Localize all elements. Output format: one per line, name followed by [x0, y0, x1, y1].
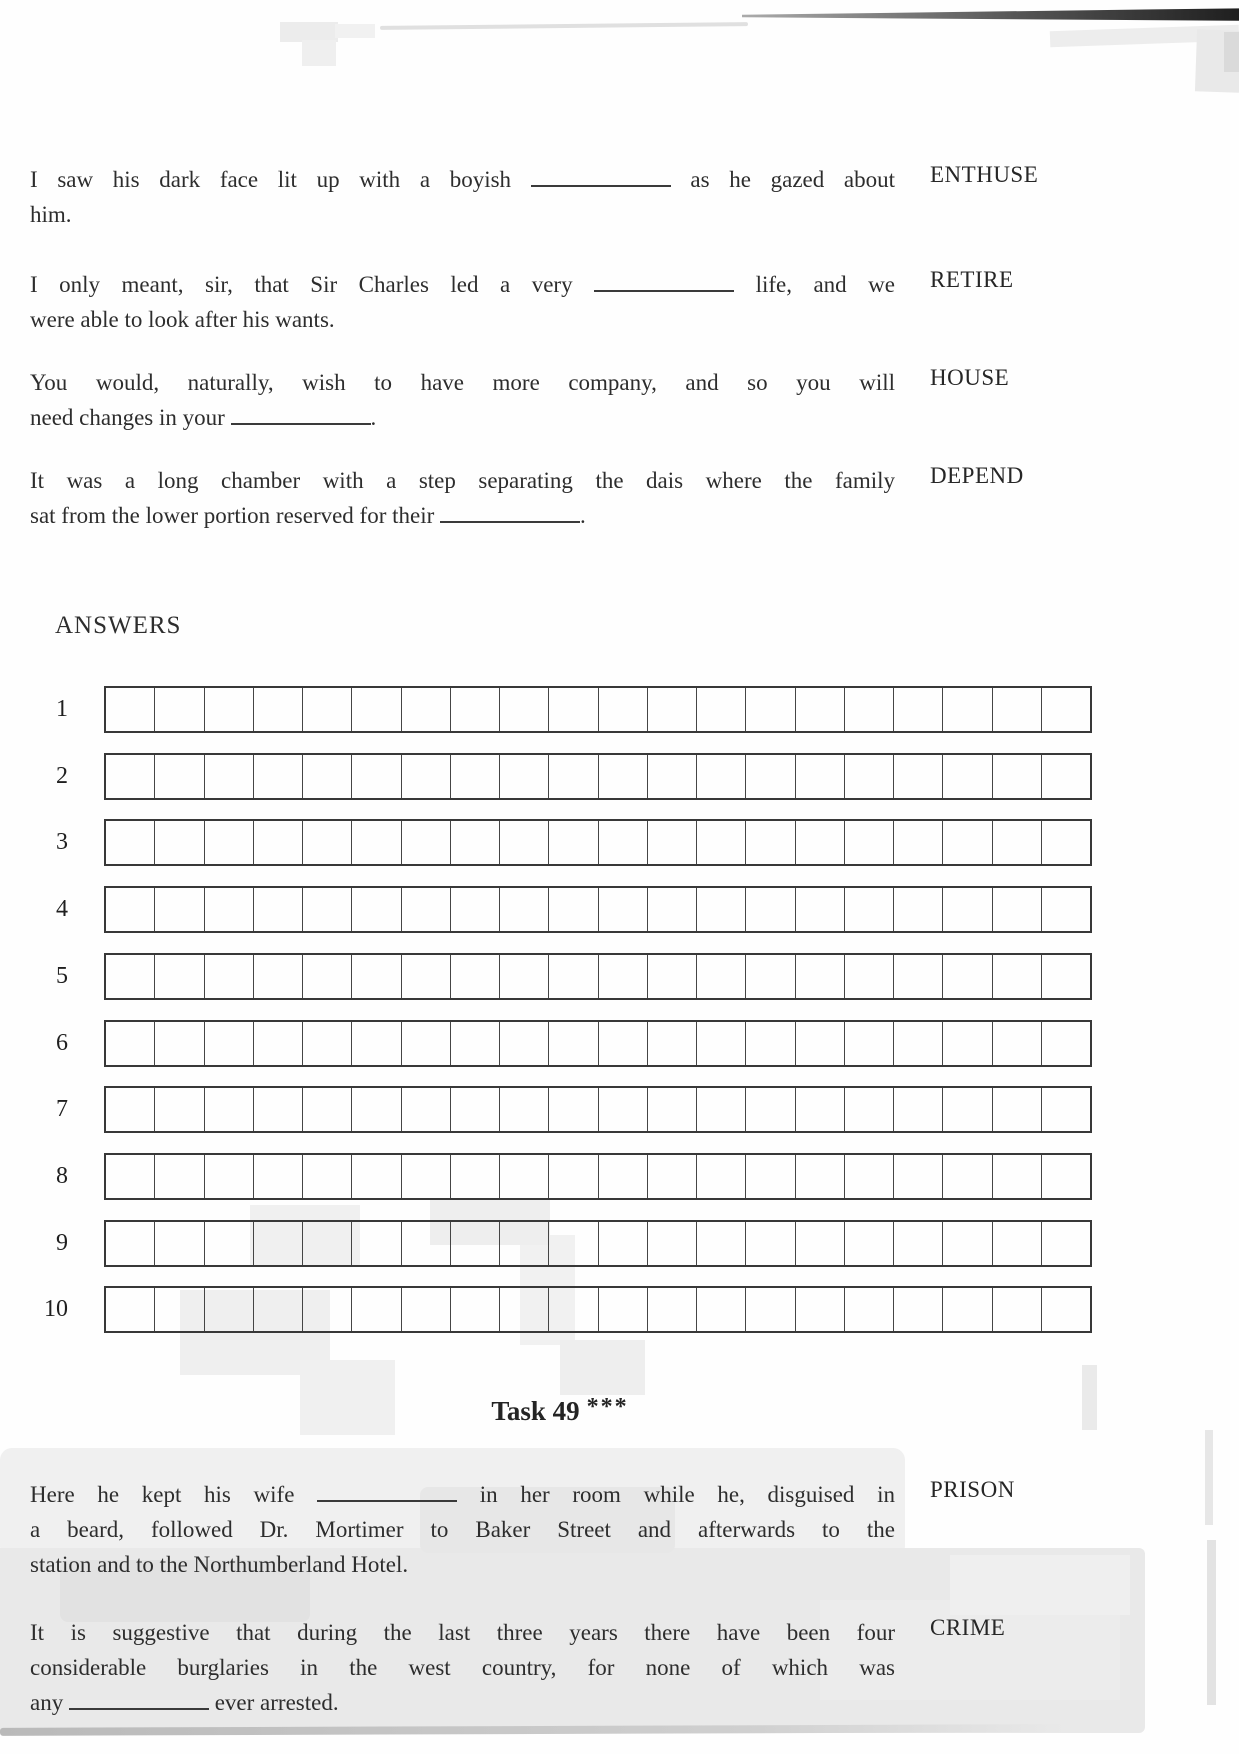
answer-cell — [500, 688, 549, 731]
sentence-segment: I saw his dark face lit up with a boyish — [30, 167, 531, 192]
answer-cell — [303, 1288, 352, 1331]
exercise-item-3 — [30, 365, 1210, 435]
sentence-segment: station and to the Northumberland Hotel. — [30, 1552, 409, 1577]
answer-cell — [352, 821, 401, 864]
answer-cell — [205, 1022, 254, 1065]
answer-cell — [845, 1088, 894, 1131]
answer-cell — [155, 1288, 204, 1331]
answer-row-number: 10 — [44, 1296, 68, 1322]
answer-cell — [500, 955, 549, 998]
answer-grid-row-2 — [28, 753, 1092, 800]
answer-cell — [845, 1022, 894, 1065]
answer-cell — [500, 1088, 549, 1131]
answer-cell — [648, 821, 697, 864]
answer-cell — [993, 888, 1042, 931]
answer-cell — [451, 888, 500, 931]
answer-cell — [993, 955, 1042, 998]
answer-cell — [205, 755, 254, 798]
answer-cell — [796, 955, 845, 998]
answer-cell — [402, 821, 451, 864]
answer-cell — [352, 1022, 401, 1065]
answer-letter-boxes — [104, 819, 1092, 866]
scan-artifact — [302, 40, 336, 66]
answer-cell — [746, 1022, 795, 1065]
answer-cell — [402, 1155, 451, 1198]
answer-cell — [500, 1288, 549, 1331]
answer-cell — [845, 1155, 894, 1198]
answer-cell — [451, 688, 500, 731]
answer-cell — [943, 1022, 992, 1065]
keyword-label: CRIME — [930, 1615, 1006, 1640]
blank-gap-line — [440, 517, 580, 523]
answer-cell — [943, 955, 992, 998]
answer-cell — [352, 955, 401, 998]
answer-cell — [1042, 1155, 1090, 1198]
answer-cell — [451, 1022, 500, 1065]
answer-cell — [205, 821, 254, 864]
answer-cell — [1042, 955, 1090, 998]
answer-cell — [697, 1088, 746, 1131]
answer-cell — [599, 688, 648, 731]
answer-letter-boxes — [104, 953, 1092, 1000]
answer-cell — [303, 688, 352, 731]
answer-cell — [352, 1222, 401, 1265]
answer-cell — [106, 1222, 155, 1265]
answer-cell — [303, 955, 352, 998]
sentence-line — [30, 1512, 895, 1547]
answer-grid-row-5 — [28, 953, 1092, 1000]
sentence-line — [30, 400, 895, 435]
answer-cell — [205, 888, 254, 931]
answer-cell — [549, 955, 598, 998]
answer-cell — [796, 1022, 845, 1065]
answer-letter-boxes — [104, 1020, 1092, 1067]
answer-cell — [894, 755, 943, 798]
answer-cell — [746, 755, 795, 798]
sentence-segment: any — [30, 1690, 69, 1715]
answer-row-number: 6 — [56, 1030, 68, 1056]
sentence-segment: in her room while he, disguised in — [457, 1482, 895, 1507]
sentence-line — [30, 1685, 895, 1720]
answer-cell — [599, 888, 648, 931]
answer-cell — [697, 1155, 746, 1198]
exercise-item-6 — [30, 1615, 1210, 1720]
scan-artifact-diagonal-line — [742, 8, 1239, 24]
sentence-line — [30, 365, 895, 400]
answer-letter-boxes — [104, 886, 1092, 933]
answer-cell — [254, 888, 303, 931]
answer-cell — [402, 1022, 451, 1065]
blank-gap-line — [594, 286, 734, 292]
exercise-item-4 — [30, 463, 1210, 533]
answer-cell — [697, 1288, 746, 1331]
answer-cell — [599, 1288, 648, 1331]
answer-cell — [254, 1088, 303, 1131]
answer-cell — [599, 1022, 648, 1065]
answer-cell — [796, 755, 845, 798]
answer-letter-boxes — [104, 686, 1092, 733]
answer-cell — [796, 1288, 845, 1331]
answer-cell — [205, 1222, 254, 1265]
answer-cell — [697, 821, 746, 864]
answer-cell — [303, 1022, 352, 1065]
answer-grid-row-3 — [28, 819, 1092, 866]
answer-cell — [894, 888, 943, 931]
answer-row-number: 5 — [56, 963, 68, 989]
sentence-line — [30, 1650, 895, 1685]
sentence-segment: I only meant, sir, that Sir Charles led a very — [30, 272, 595, 297]
answer-letter-boxes — [104, 1086, 1092, 1133]
answer-cell — [451, 1088, 500, 1131]
answer-letter-boxes — [104, 753, 1092, 800]
answer-cell — [549, 1288, 598, 1331]
answer-row-number: 1 — [56, 696, 68, 722]
answer-cell — [894, 1288, 943, 1331]
task-difficulty-stars: *** — [586, 1394, 629, 1420]
answer-cell — [845, 821, 894, 864]
answer-grid-row-6 — [28, 1020, 1092, 1067]
answer-cell — [205, 1088, 254, 1131]
sentence-line — [30, 1615, 895, 1650]
answer-cell — [993, 1022, 1042, 1065]
answer-cell — [599, 821, 648, 864]
answer-cell — [402, 755, 451, 798]
sentence-segment: were able to look after his wants. — [30, 307, 335, 332]
answer-cell — [155, 821, 204, 864]
scan-artifact — [560, 1340, 645, 1395]
answer-cell — [155, 1155, 204, 1198]
sentence-segment: him. — [30, 202, 72, 227]
answer-cell — [155, 955, 204, 998]
sentence-segment: ever arrested. — [208, 1690, 339, 1715]
answer-row-number: 3 — [56, 829, 68, 855]
answer-cell — [943, 888, 992, 931]
answer-cell — [943, 688, 992, 731]
answer-row-number: 8 — [56, 1163, 68, 1189]
answer-grid-row-10 — [28, 1286, 1092, 1333]
answer-cell — [254, 688, 303, 731]
sentence-segment: life, and we — [734, 272, 895, 297]
answer-cell — [106, 821, 155, 864]
sentence-line — [30, 162, 895, 197]
sentence-segment: . — [370, 405, 377, 430]
answer-cell — [993, 1088, 1042, 1131]
answer-cell — [993, 821, 1042, 864]
answer-cell — [500, 821, 549, 864]
sentence-segment: It was a long chamber with a step separating the dais where the family — [30, 468, 895, 493]
sentence-segment: It is suggestive that during the last three years there have been four — [30, 1620, 895, 1645]
answer-cell — [697, 755, 746, 798]
sentence-line — [30, 1547, 895, 1582]
keyword-label: RETIRE — [930, 267, 1014, 292]
answer-cell — [845, 955, 894, 998]
answer-cell — [943, 755, 992, 798]
sentence-line — [30, 498, 895, 533]
answer-cell — [352, 688, 401, 731]
answer-cell — [993, 755, 1042, 798]
answer-cell — [303, 1222, 352, 1265]
answer-cell — [845, 888, 894, 931]
answer-cell — [845, 1222, 894, 1265]
answer-cell — [205, 1155, 254, 1198]
keyword-label: HOUSE — [930, 365, 1010, 390]
answer-cell — [697, 888, 746, 931]
answer-cell — [549, 1222, 598, 1265]
answer-cell — [1042, 1288, 1090, 1331]
answer-cell — [993, 1155, 1042, 1198]
answer-cell — [746, 888, 795, 931]
answer-cell — [993, 1222, 1042, 1265]
answer-cell — [254, 755, 303, 798]
sentence-text — [30, 463, 895, 533]
answer-cell — [599, 1222, 648, 1265]
answer-cell — [845, 688, 894, 731]
answer-cell — [894, 1222, 943, 1265]
answer-cell — [402, 888, 451, 931]
exercise-item-1 — [30, 162, 1210, 232]
answer-cell — [155, 888, 204, 931]
answer-cell — [943, 821, 992, 864]
sentence-segment: need changes in your — [30, 405, 231, 430]
answer-cell — [155, 1022, 204, 1065]
answer-cell — [796, 1155, 845, 1198]
answer-cell — [254, 1155, 303, 1198]
answer-cell — [303, 755, 352, 798]
answer-cell — [549, 688, 598, 731]
answer-cell — [599, 1155, 648, 1198]
sentence-text — [30, 267, 895, 337]
answer-cell — [648, 688, 697, 731]
keyword-label: DEPEND — [930, 463, 1024, 488]
answer-row-number: 2 — [56, 763, 68, 789]
answer-cell — [746, 1288, 795, 1331]
answer-cell — [648, 1155, 697, 1198]
answer-cell — [1042, 1022, 1090, 1065]
answer-cell — [205, 688, 254, 731]
answer-cell — [549, 1155, 598, 1198]
answer-cell — [796, 1088, 845, 1131]
scan-artifact — [335, 24, 375, 38]
sentence-line — [30, 302, 895, 337]
answer-cell — [451, 1288, 500, 1331]
answer-cell — [746, 688, 795, 731]
answer-cell — [106, 955, 155, 998]
answer-cell — [106, 1155, 155, 1198]
answer-cell — [106, 688, 155, 731]
answer-grid-row-1 — [28, 686, 1092, 733]
answer-cell — [697, 955, 746, 998]
answer-cell — [894, 1022, 943, 1065]
answer-cell — [549, 1088, 598, 1131]
answer-cell — [648, 1022, 697, 1065]
answer-cell — [993, 1288, 1042, 1331]
keyword-label: PRISON — [930, 1477, 1015, 1502]
answer-cell — [648, 1288, 697, 1331]
answer-cell — [894, 955, 943, 998]
answer-cell — [303, 1155, 352, 1198]
answer-cell — [746, 821, 795, 864]
answer-cell — [746, 1088, 795, 1131]
scan-artifact — [280, 22, 338, 42]
sentence-line — [30, 267, 895, 302]
answer-cell — [845, 1288, 894, 1331]
answer-cell — [205, 955, 254, 998]
answer-cell — [894, 1088, 943, 1131]
answer-cell — [549, 1022, 598, 1065]
answer-grid-row-4 — [28, 886, 1092, 933]
answer-grid-row-7 — [28, 1086, 1092, 1133]
answer-cell — [746, 955, 795, 998]
answer-cell — [451, 1155, 500, 1198]
answer-cell — [106, 755, 155, 798]
answer-cell — [254, 1022, 303, 1065]
answer-cell — [451, 821, 500, 864]
answer-cell — [1042, 1088, 1090, 1131]
answer-cell — [402, 1088, 451, 1131]
answer-cell — [648, 955, 697, 998]
answer-cell — [155, 688, 204, 731]
sentence-segment: considerable burglaries in the west country, for none of which was — [30, 1655, 895, 1680]
answer-cell — [155, 1088, 204, 1131]
sentence-segment: sat from the lower portion reserved for their — [30, 503, 441, 528]
answer-grid-row-8 — [28, 1153, 1092, 1200]
answer-letter-boxes — [104, 1220, 1092, 1267]
task-title: Task 49 — [491, 1396, 580, 1426]
answer-cell — [1042, 755, 1090, 798]
scan-artifact — [380, 22, 748, 30]
answer-cell — [106, 1088, 155, 1131]
answer-grid-row-9 — [28, 1220, 1092, 1267]
answer-cell — [500, 1155, 549, 1198]
answer-row-number: 7 — [56, 1096, 68, 1122]
sentence-line — [30, 1477, 895, 1512]
answer-cell — [648, 1222, 697, 1265]
answer-cell — [697, 1222, 746, 1265]
answer-cell — [451, 755, 500, 798]
answer-cell — [648, 1088, 697, 1131]
answer-cell — [796, 888, 845, 931]
answer-cell — [402, 955, 451, 998]
answer-cell — [303, 888, 352, 931]
sentence-segment: . — [580, 503, 586, 528]
answer-cell — [599, 1088, 648, 1131]
sentence-line — [30, 463, 895, 498]
answer-cell — [451, 1222, 500, 1265]
answer-row-number: 9 — [56, 1230, 68, 1256]
sentence-segment: Here he kept his wife — [30, 1482, 318, 1507]
answer-cell — [352, 1088, 401, 1131]
answer-cell — [352, 1288, 401, 1331]
answer-cell — [254, 955, 303, 998]
answer-cell — [599, 955, 648, 998]
answer-cell — [943, 1222, 992, 1265]
answer-cell — [106, 1288, 155, 1331]
answer-cell — [402, 1288, 451, 1331]
answer-cell — [943, 1155, 992, 1198]
sentence-segment: You would, naturally, wish to have more company, and so you will — [30, 370, 895, 395]
answer-cell — [500, 755, 549, 798]
answers-heading: ANSWERS — [55, 612, 182, 639]
answer-cell — [106, 888, 155, 931]
sentence-segment: a beard, followed Dr. Mortimer to Baker Street and afterwards to the — [30, 1517, 895, 1542]
answer-cell — [599, 755, 648, 798]
answer-cell — [106, 1022, 155, 1065]
answer-cell — [549, 755, 598, 798]
sentence-text — [30, 365, 895, 435]
exercise-item-2 — [30, 267, 1210, 337]
exercise-item-5 — [30, 1477, 1210, 1582]
answer-cell — [500, 1022, 549, 1065]
answer-cell — [796, 688, 845, 731]
answer-cell — [697, 688, 746, 731]
answer-cell — [993, 688, 1042, 731]
answer-cell — [451, 955, 500, 998]
answer-cell — [549, 888, 598, 931]
answer-cell — [254, 1222, 303, 1265]
answer-cell — [155, 1222, 204, 1265]
answer-cell — [894, 1155, 943, 1198]
answer-cell — [205, 1288, 254, 1331]
answer-cell — [500, 888, 549, 931]
task-heading — [0, 1396, 1120, 1427]
answer-cell — [648, 755, 697, 798]
answer-cell — [746, 1155, 795, 1198]
answer-cell — [1042, 1222, 1090, 1265]
answer-cell — [894, 821, 943, 864]
sentence-text — [30, 1477, 895, 1582]
answer-letter-boxes — [104, 1286, 1092, 1333]
sentence-text — [30, 1615, 895, 1720]
answer-cell — [155, 755, 204, 798]
sentence-text — [30, 162, 895, 232]
answer-letter-boxes — [104, 1153, 1092, 1200]
answer-cell — [943, 1088, 992, 1131]
answer-cell — [894, 688, 943, 731]
answer-cell — [254, 821, 303, 864]
sentence-line — [30, 197, 895, 232]
answer-cell — [352, 888, 401, 931]
answer-row-number: 4 — [56, 896, 68, 922]
answer-cell — [1042, 821, 1090, 864]
answer-cell — [796, 1222, 845, 1265]
sentence-segment: as he gazed about — [670, 167, 896, 192]
answer-cell — [845, 755, 894, 798]
answer-cell — [746, 1222, 795, 1265]
answer-cell — [1042, 688, 1090, 731]
answer-cell — [402, 688, 451, 731]
answer-cell — [697, 1022, 746, 1065]
keyword-label: ENTHUSE — [930, 162, 1039, 187]
scan-artifact — [1224, 32, 1239, 72]
answer-cell — [352, 755, 401, 798]
answer-cell — [254, 1288, 303, 1331]
answer-cell — [796, 821, 845, 864]
answer-cell — [549, 821, 598, 864]
answer-cell — [402, 1222, 451, 1265]
answer-cell — [1042, 888, 1090, 931]
answer-cell — [352, 1155, 401, 1198]
answer-cell — [303, 821, 352, 864]
answer-cell — [943, 1288, 992, 1331]
answer-cell — [648, 888, 697, 931]
blank-gap-line — [69, 1704, 209, 1710]
answer-cell — [500, 1222, 549, 1265]
blank-gap-line — [531, 181, 671, 187]
blank-gap-line — [231, 419, 371, 425]
answer-cell — [303, 1088, 352, 1131]
blank-gap-line — [317, 1496, 457, 1502]
